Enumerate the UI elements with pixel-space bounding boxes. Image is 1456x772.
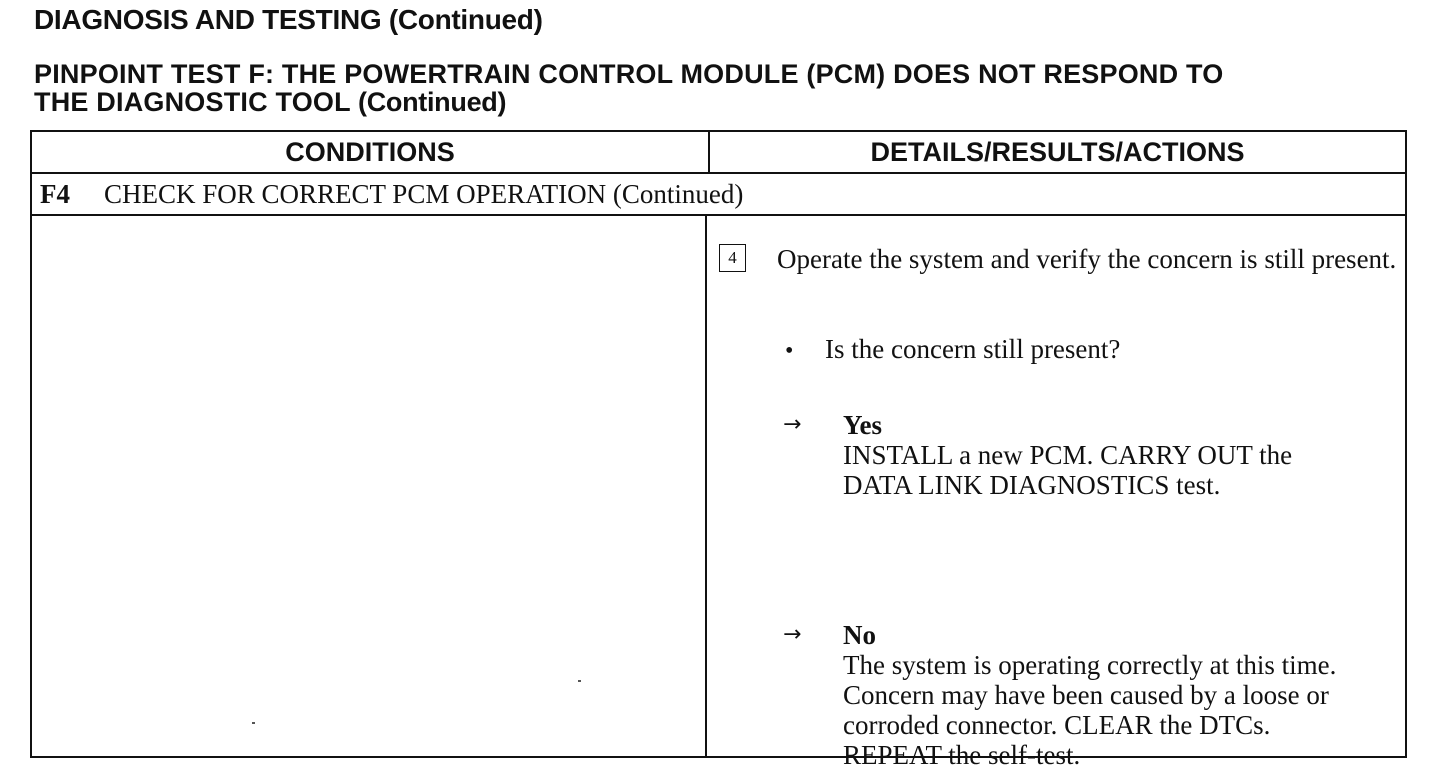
answer-no-label: No — [843, 620, 876, 650]
column-header-conditions: CONDITIONS — [285, 136, 455, 167]
scan-speck — [578, 680, 581, 682]
answer-yes-label: Yes — [843, 410, 882, 440]
step-instruction: Operate the system and verify the concern is still present. — [777, 244, 1397, 274]
answer-yes-text-line1: INSTALL a new PCM. CARRY OUT the — [843, 440, 1293, 470]
arrow-right-icon: → — [783, 412, 802, 437]
page-heading: DIAGNOSIS AND TESTING (Continued) — [34, 4, 543, 35]
arrow-right-icon: → — [783, 622, 802, 647]
pinpoint-test-title-line2 — [34, 88, 1424, 116]
pinpoint-test-title — [34, 60, 1424, 116]
table-header-row — [32, 132, 1405, 174]
pinpoint-test-title-continued: (Continued) — [350, 87, 507, 117]
answer-no-text-line2: Concern may have been caused by a loose or — [843, 680, 1329, 710]
step-number-box: 4 — [719, 244, 746, 272]
step-row — [32, 174, 1405, 216]
column-header-details: DETAILS/RESULTS/ACTIONS — [870, 136, 1245, 167]
answer-yes-text-line2: DATA LINK DIAGNOSTICS test. — [843, 470, 1221, 500]
pinpoint-test-table — [30, 130, 1407, 770]
step-question: Is the concern still present? — [825, 334, 1121, 364]
step-id: F4 — [40, 178, 70, 209]
answer-no-text-line1: The system is operating correctly at this time. — [843, 650, 1337, 680]
answer-no-text-line4: REPEAT the self-test. — [843, 740, 1081, 770]
scan-speck — [252, 722, 255, 724]
pinpoint-test-title-line1: PINPOINT TEST F: THE POWERTRAIN CONTROL MODULE (PCM) DOES NOT RESPOND TO — [34, 59, 1224, 89]
step-title: CHECK FOR CORRECT PCM OPERATION (Continued) — [104, 178, 744, 209]
pinpoint-test-title-line2-main: THE DIAGNOSTIC TOOL — [34, 87, 351, 117]
bullet-icon: • — [785, 338, 794, 364]
answer-no-text-line3: corroded connector. CLEAR the DTCs. — [843, 710, 1271, 740]
details-cell — [707, 216, 1407, 770]
